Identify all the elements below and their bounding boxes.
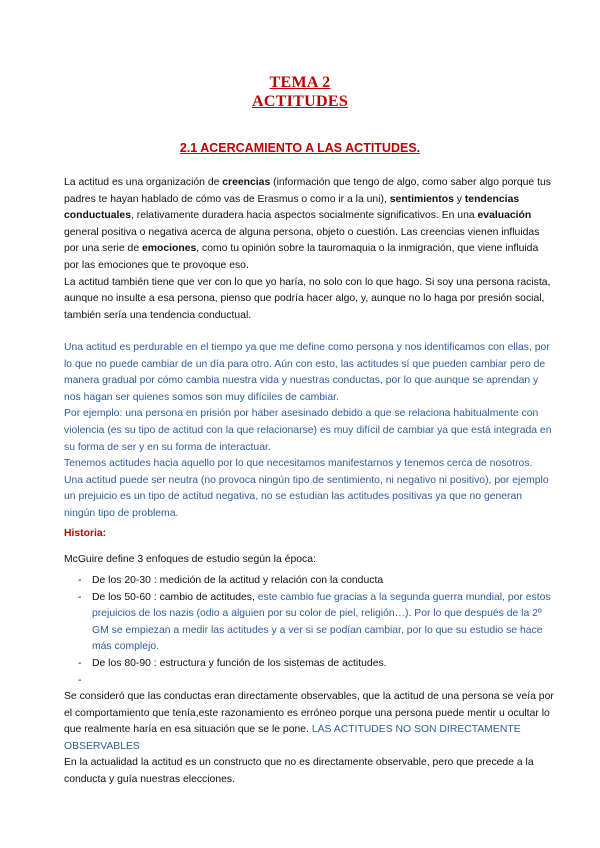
- approaches-list: [64, 573, 554, 689]
- blue-paragraphs: [64, 340, 554, 523]
- list-item: - De los 80-90 : estructura y función de los sistemas de actitudes.: [78, 657, 387, 669]
- paragraph-example: Por ejemplo: una persona en prisión por haber asesinado debido a que se relaciona habitualmente con violencia (es su tipo de actitud con la que relacionarse) es muy difícil de cambiar ya que está integrada en su forma de ser y en su forma de interactuar.: [64, 408, 552, 453]
- page-subtitle: ACTITUDES: [251, 93, 349, 110]
- intro-paragraphs: [64, 175, 554, 324]
- list-item: - De los 20-30 : medición de la actitud y relación con la conducta: [78, 575, 384, 586]
- list-item: - De los 50-60 : cambio de actitudes, este cambio fue gracias a la segunda guerra mundial, por estos prejuicios de los nazis (odio a alguien por su color de piel, religión…). Por lo que después de la 2º GM se empiezan a medir las actitudes y a ver si se podían cambiar, por lo que su estudio se hace más complejo.: [78, 591, 551, 653]
- paragraph-neutral: Tenemos actitudes hacia aquello por lo que necesitamos manifestarnos y tenemos cerca de nosotros. Una actitud puede ser neutra (no provoca ningún tipo de sentimiento, ni negativo ni positivo), por ejemplo un prejuicio es un tipo de actitud negativa, no se estudian las actitudes positivas ya que no generan ningún tipo de problema.: [64, 458, 549, 519]
- historia-heading: Historia:: [64, 528, 107, 539]
- final-paragraphs: [64, 689, 554, 789]
- paragraph-definition: La actitud es una organización de creencias (información que tengo de algo, como saber algo porque tus padres te hayan hablado de cómo vas de Erasmus o como ir a la uni), sentimientos y tendencias conductuales, relativamente duradera hacia aspectos socialmente significativos. En una evaluación general positiva o negativa acerca de alguna persona, objeto o cuestión. Las creencias vienen influidas por una serie de emociones, como tu opinión sobre la tauromaquia o la inmigración, que viene influida por las emociones que te provoque eso.: [64, 177, 551, 271]
- page-title: TEMA 2: [269, 74, 331, 91]
- paragraph-observable: Se consideró que las conductas eran directamente observables, que la actitud de una persona se veía por el comportamiento que tenía,este razonamiento es erróneo porque una persona puede mentir u ocultar lo que realmente haría en esa situación que se le pone. LAS ACTITUDES NO SON DIRECTAMENTE OBSERVABLES: [64, 691, 554, 752]
- paragraph-conduct: La actitud también tiene que ver con lo que yo haría, no solo con lo que hago. Si soy una persona racista, aunque no insulte a esa persona, pienso que podría hacer algo, y, aunque no lo haga por presión social, también sería una tendencia conductual.: [64, 276, 551, 321]
- paragraph-current: En la actualidad la actitud es un constructo que no es directamente observable, pero que precede a la conducta y guía nuestras elecciones.: [64, 757, 534, 785]
- list-item-empty: -: [78, 674, 82, 686]
- section-heading: 2.1 ACERCAMIENTO A LAS ACTITUDES.: [179, 141, 421, 155]
- paragraph-durability: Una actitud es perdurable en el tiempo ya que me define como persona y nos identificamos con ellas, por lo que no puede cambiar de un día para otro. Aún con esto, las actitudes sí que pueden cambiar pero de manera gradual por cómo cambia nuestra vida y nuestras conductas, por lo que aunque se aprendan y nos hagan ser quienes somos son muy difíciles de cambiar.: [64, 342, 550, 403]
- mcguire-intro: McGuire define 3 enfoques de estudio según la época:: [64, 554, 316, 565]
